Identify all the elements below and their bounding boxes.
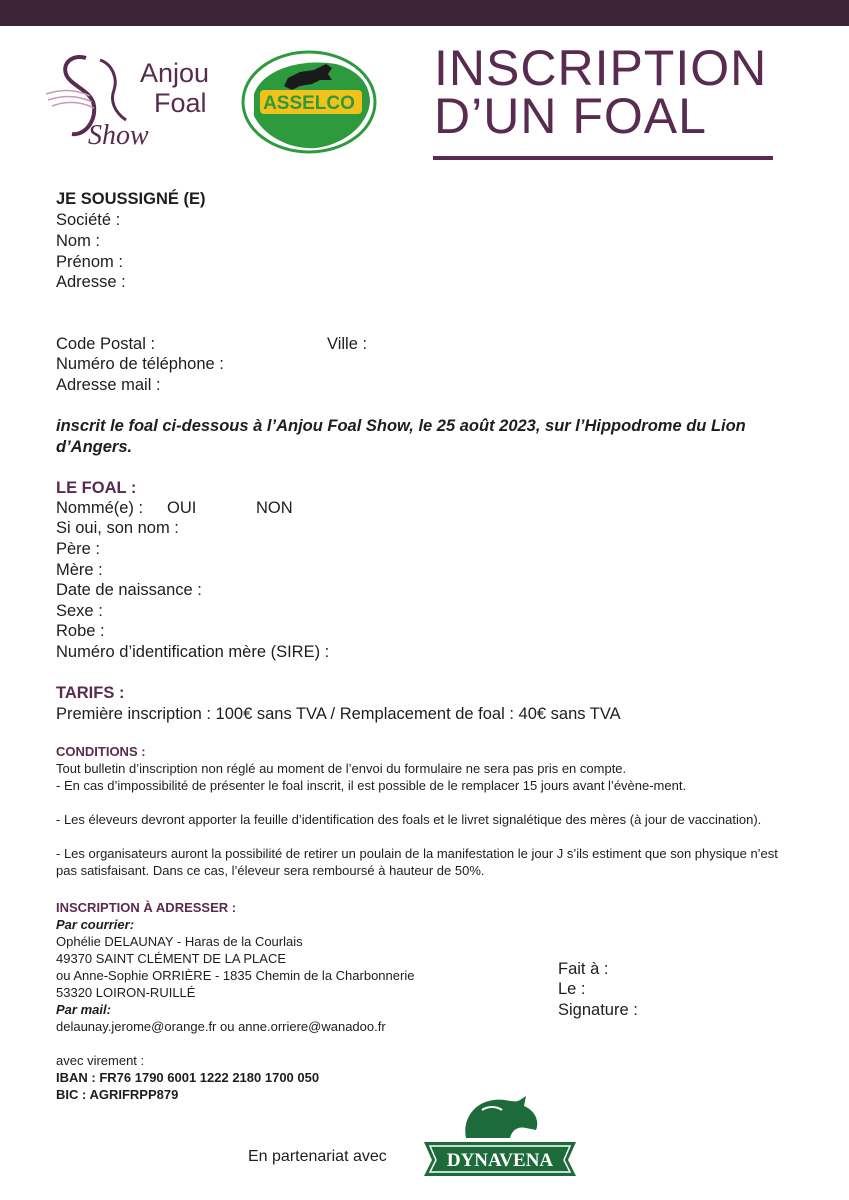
mail-label: Adresse mail :: [56, 376, 161, 394]
signature-label: Signature :: [558, 1001, 638, 1019]
title-underline: [433, 156, 773, 160]
asselco-logo-text: ASSELCO: [263, 93, 355, 114]
logo-afs-line2: Foal: [154, 88, 207, 118]
condition-1: Tout bulletin d’inscription non réglé au moment de l’envoi du formulaire ne sera pas pris en compte.: [56, 761, 627, 776]
adresse-label: Adresse :: [56, 273, 126, 291]
address-line-2: 49370 SAINT CLÉMENT DE LA PLACE: [56, 951, 287, 966]
mail-addresses: delaunay.jerome@orange.fr ou anne.orriere@wanadoo.fr: [56, 1019, 386, 1034]
iban: IBAN : FR76 1790 6001 1222 2180 1700 050: [56, 1070, 320, 1085]
top-bar: [0, 0, 849, 26]
robe-label: Robe :: [56, 622, 105, 640]
non-option: NON: [256, 499, 293, 517]
sire-label: Numéro d’identification mère (SIRE) :: [56, 643, 330, 661]
oui-option: OUI: [167, 499, 197, 517]
condition-2: - En cas d’impossibilité de présenter le foal inscrit, il est possible de le remplacer 15 jours avant l’évène-ment.: [56, 778, 687, 793]
pere-label: Père :: [56, 540, 101, 558]
partner-text: En partenariat avec: [248, 1148, 387, 1165]
page-title: [434, 40, 794, 144]
virement-label: avec virement :: [56, 1053, 145, 1068]
ville-label: Ville :: [327, 335, 368, 353]
address-line-1: Ophélie DELAUNAY - Haras de la Courlais: [56, 934, 303, 949]
societe-label: Société :: [56, 211, 121, 229]
horse-head-icon: [465, 1096, 537, 1138]
condition-4: - Les organisateurs auront la possibilité de retirer un poulain de la manifestation le jour J s’ils estiment que son physique n’est pas satisfaisant. Dans ce cas, l’éleveur sera remboursé à hauteur de 50%.: [56, 846, 778, 878]
declarant-heading: JE SOUSSIGNÉ (E): [56, 190, 206, 208]
anjou-foal-show-logo: [44, 50, 222, 150]
nomme-label: Nommé(e) :: [56, 499, 144, 517]
logo-afs-line1: Anjou: [140, 58, 210, 88]
par-mail-label: Par mail:: [56, 1002, 111, 1017]
logo-afs-line3: Show: [88, 120, 149, 150]
le-label: Le :: [558, 980, 586, 998]
fait-a-label: Fait à :: [558, 960, 609, 978]
dynavena-logo: [422, 1090, 578, 1180]
address-line-4: 53320 LOIRON-RUILLÉ: [56, 985, 196, 1000]
telephone-label: Numéro de téléphone :: [56, 355, 224, 373]
address-line-3: ou Anne-Sophie ORRIÈRE - 1835 Chemin de la Charbonnerie: [56, 968, 415, 983]
tarifs-text: Première inscription : 100€ sans TVA / Remplacement de foal : 40€ sans TVA: [56, 705, 621, 723]
title-line1: INSCRIPTION: [434, 40, 768, 96]
intro-text: inscrit le foal ci-dessous à l’Anjou Foal Show, le 25 août 2023, sur l’Hippodrome du Lion d’Angers.: [56, 417, 746, 456]
code-postal-label: Code Postal :: [56, 335, 156, 353]
naissance-label: Date de naissance :: [56, 581, 202, 599]
nom-label: Nom :: [56, 232, 101, 250]
adresser-heading: INSCRIPTION À ADRESSER :: [56, 900, 237, 915]
tarifs-heading: TARIFS :: [56, 684, 125, 702]
sexe-label: Sexe :: [56, 602, 103, 620]
prenom-label: Prénom :: [56, 253, 123, 271]
bic: BIC : AGRIFRPP879: [56, 1087, 179, 1102]
foal-heading: LE FOAL :: [56, 479, 137, 497]
mere-label: Mère :: [56, 561, 103, 579]
conditions-heading: CONDITIONS :: [56, 744, 146, 759]
title-line2: D’UN FOAL: [434, 88, 707, 144]
asselco-logo: [240, 50, 378, 154]
dynavena-logo-text: DYNAVENA: [446, 1150, 554, 1171]
si-oui-label: Si oui, son nom :: [56, 519, 179, 537]
par-courrier-label: Par courrier:: [56, 917, 135, 932]
condition-3: - Les éleveurs devront apporter la feuille d’identification des foals et le livret signalétique des mères (à jour de vaccination).: [56, 812, 762, 827]
